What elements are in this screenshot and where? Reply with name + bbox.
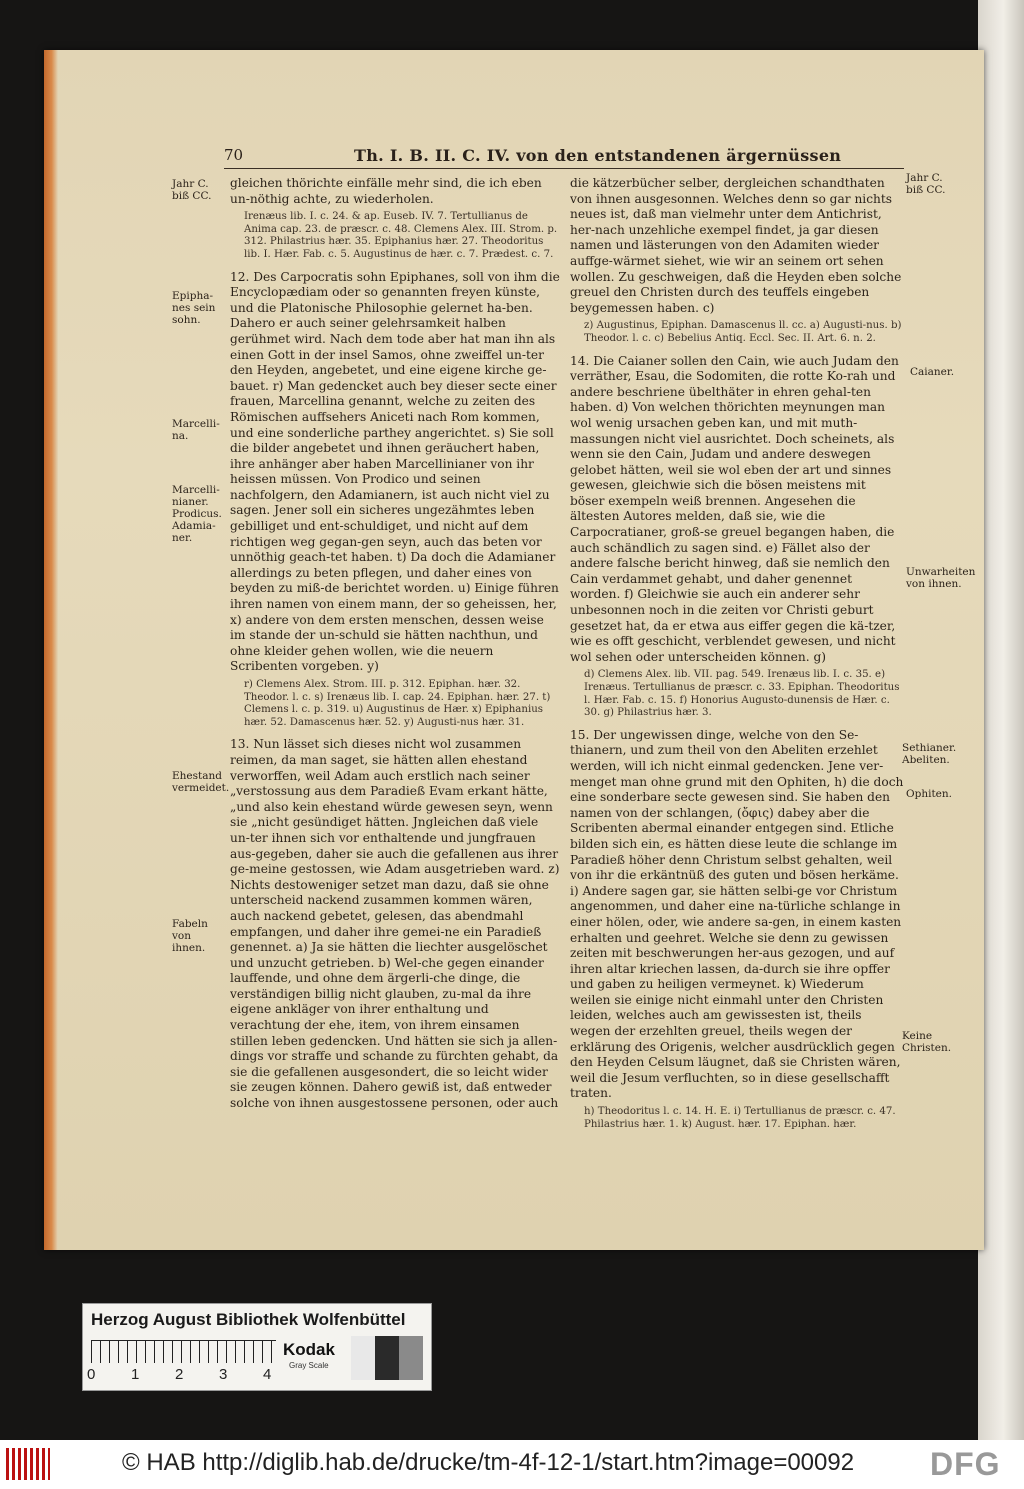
gray-swatch <box>351 1336 375 1380</box>
margin-note-left: Marcelli-na. <box>172 418 220 442</box>
paragraph: 13. Nun lässet sich dieses nicht wol zusammen reimen, da man saget, sie hätten allen ehestand verworffen, weil Adam auch erstlich nach seiner „verstossung aus dem Paradieß Evam erkant hätte, „und also kein ehestand würde gewesen seyn, wenn sie „nicht gesündiget hätten. Jngleichen daß viele un-ter ihnen sich vor enthaltende und jungfrauen aus-gegeben, daher sie auch die gefallenen aus ihrer ge-meine gestossen, wie Adam ausgetrieben ward. z) Nichts destoweniger setzet man dazu, daß sie ohne unterscheid nackend zusammen kommen wären, auch nackend gebetet, gelesen, das abendmahl empfangen, und daher ihre gemei-ne ein Paradieß genennet. a) Ja sie hätten die liechter ausgelöschet und unzucht getrieben. b) Wel-che gegen einander lauffende, und ohne dem ärgerli-che dinge, die verständigen billig nicht glauben, zu-mal da ihre eigene ankläger von ihrer enthaltung und verachtung der ehe, item, von ihrem einsamen stillen leben gedencken. Und hätten sie sich ja allen-dings vor straffe und schande zu fürchten gehabt, da sie die gefallenen ausgesondert, die so leicht wider sie zeugen können. Dahero gewiß ist, daß entweder solche von ihnen ausgestossene personen, oder auch <box>230 737 560 1111</box>
footer-credit[interactable]: © HAB http://diglib.hab.de/drucke/tm-4f-12-1/start.htm?image=00092 <box>122 1449 855 1476</box>
margin-note-right: Ophiten. <box>906 788 952 800</box>
ruler-tick: 0 <box>87 1366 96 1383</box>
running-title: Th. I. B. II. C. IV. von den entstandenen ärgernüssen <box>354 146 842 165</box>
footer-bar <box>0 1440 1024 1489</box>
text-column-left <box>230 176 560 1191</box>
margin-note-right: Jahr C. biß CC. <box>906 172 946 196</box>
library-name: Herzog August Bibliothek Wolfenbüttel <box>91 1310 406 1329</box>
paragraph: 12. Des Carpocratis sohn Epiphanes, soll von ihm die Encyclopædiam oder so genannten freyen künste, und die Platonische Philosophie gelernet ha-ben. Dahero er auch seiner gelehrsamkeit halben gerühmet wird. Nach dem tode aber hat man ihn als einen Gott in der insel Samos, ohne zweiffel un-ter den Heyden, angebetet, und eine eigene kirche ge-bauet. r) Man gedencket auch bey dieser secte einer frauen, Marcellina genannt, welche zu zeiten des Römischen auffsehers Aniceti nach Rom kommen, und eine sonderliche parthey angerichtet. s) Sie soll die bilder angebetet und ihnen geräuchert haben, ihre anhänger aber haben Marcellinianer von ihr heissen müssen. Von Prodico und seinen nachfolgern, den Adamianern, ist auch nicht viel zu sagen. Jener soll ein sicheres ungezähmtes leben gebilliget und ent-schuldiget, und nicht auf dem richtigen weg gegan-gen seyn, auch das beten vor unnöthig geach-tet haben. t) Da doch die Adamianer allerdings zu beten pflegen, und daher eines von beyden zu miß-de berichtet worden. u) Einige führen ihren namen von einem mann, der so geheissen, her, x) andere von dem ersten menschen, dessen weise im stande der un-schuld sie hätten nachthun, und ohne kleider gehen wollen, wie die neuern Scribenten vorgeben. y) <box>230 269 560 674</box>
margin-note-right: Caianer. <box>910 366 955 378</box>
paragraph: 14. Die Caianer sollen den Cain, wie auch Judam den verräther, Esau, die Sodomiten, die rotte Ko-rah und andere beschriene übelthäter in ehren gehal-ten haben. d) Von welchen thörichten meynungen man wol wenig ursachen geben kan, und mit muth-massungen nicht viel ausrichtet. Doch scheinets, als wenn sie den Cain, Judam und andere deswegen gelobet hätten, weil sie wol eben der art und sinnes gewesen, gleichwie sich die bösen meistens mit böser exempeln weiß brennen. Angesehen die ältesten Autores melden, daß sie, wie die Carpocratianer, groß-se greuel begangen haben, die auch schändlich zu sagen sind. e) Fället also der andere falsche bericht hinweg, daß sie nemlich den Cain verdammet gehabt, und daher genennet worden. f) Gleichwie sie auch ein anderer sehr unbesonnen noch in die zeiten vor Christi geburt gesetzet hat, da er etwa aus eiffer gegen die kä-tzer, wie es offt geschicht, verblendet gewesen, und nicht wol sehen oder unterscheiden können. g) <box>570 353 899 664</box>
margin-note-left: Fabeln von ihnen. <box>172 918 208 954</box>
ruler-numbers <box>87 1366 307 1383</box>
footnote: Irenæus lib. I. c. 24. & ap. Eusеb. IV. 7. Tertullianus de Anima cap. 23. de præscr. c. 48. Clemens Alex. III. Strom. p. 312. Philastrius hær. 35. Epiphanius hær. 27. Theodoritus lib. I. Hær. Fab. c. 5. Augustinus de hær. c. 7. Prædest. c. 7. <box>244 211 558 260</box>
margin-note-right: Unwarheiten von ihnen. <box>906 566 976 590</box>
paragraph: die kätzerbücher selber, dergleichen schandthaten von ihnen ausgesonnen. Welches denn so gar nichts neues ist, daß man vielmehr unter dem Antichrist, her-nach unzehliche exempel findet, ja gar diesen namen und lästerungen von den Adamiten wieder auffge-wärmet siehet, wie wir an seinem ort sehen wollen. Zu geschweigen, daß die Heyden eben solche greuel den Christen durch des teuffels eingeben beygemessen haben. c) <box>570 176 902 315</box>
facing-page-edge <box>978 0 1024 1440</box>
margin-note-left: Epipha-nes sein sohn. <box>172 290 216 326</box>
dfg-logo: DFG <box>930 1446 1001 1482</box>
margin-note-left: Marcelli-nianer. Prodicus. Adamia-ner. <box>172 484 222 544</box>
color-scale-card <box>82 1303 432 1391</box>
gray-swatch <box>399 1336 423 1380</box>
running-header <box>224 146 994 170</box>
paragraph: gleichen thörichte einfälle mehr sind, die ich eben un-nöthig achte, zu wiederholen. <box>230 176 542 206</box>
text-column-right <box>570 176 904 1191</box>
paragraph: 15. Der ungewissen dinge, welche von den Se-thianern, und zum theil von den Abeliten erzehlet werden, will ich nicht einmal gedencken. Jene ver-menget man ohne grund mit den Ophiten, h) die doch eine sonderbare secte gewesen sind. Sie haben den namen von der schlangen, (ὄφις) dabey aber die Scribenten abermal einander entgegen sind. Etliche bilden sich ein, es hätten diese leute die schlange im Paradieß höher denn Christum selbst gehalten, weil von ihr die erkäntnüß des guten und bösen herkäme. i) Andere sagen gar, sie hätten selbi-ge vor Christum angenommen, und daher eine na-türliche schlange in einer hölen, oder, wie andere sa-gen, in einem kasten erhalten und geehret. Welche sie denn zu gewissen zeiten mit beschwerungen her-aus gezogen, und auf ihren altar kriechen lassen, da-durch sie ihre opffer und gaben zu heiligen vermeynet. k) Wiederum weilen sie einige nicht einmahl unter den Christen leiden, welches auch am gewissesten ist, theils wegen der erzehlten greuel, theils wegen der erklärung des Origenis, welcher ausdrücklich gegen den Heyden Celsum läugnet, daß sie Christen wären, weil die Jesum verfluchten, so in diese gesellschafft traten. <box>570 727 904 1101</box>
ruler <box>91 1340 276 1363</box>
ruler-tick: 4 <box>263 1366 272 1383</box>
gray-swatch <box>375 1336 399 1380</box>
ruler-tick: 3 <box>219 1366 228 1383</box>
margin-note-left: Ehestand vermeidet. <box>172 770 230 794</box>
footnote: z) Augustinus, Epiphan. Damascenus ll. cc. a) Augusti-nus. b) Theodor. l. c. c) Bebelius Antiq. Eccl. Sec. II. Art. 6. n. 2. <box>584 320 902 344</box>
hab-logo-icon <box>6 1448 50 1480</box>
page-number: 70 <box>224 146 244 164</box>
ruler-tick: 1 <box>131 1366 140 1383</box>
header-rule <box>224 168 904 169</box>
footnote: r) Clemens Alex. Strom. III. p. 312. Epiphan. hær. 32. Theodor. l. c. s) Irenæus lib. I. cap. 24. Epiphan. hær. 27. t) Clemens l. c. p. 319. u) Augustinus de Hær. x) Epiphanius hær. 52. Damascenus hær. 52. y) Augusti-nus hær. 31. <box>244 679 551 728</box>
ruler-tick: 2 <box>175 1366 184 1383</box>
gray-scale-label: Gray Scale <box>289 1361 329 1370</box>
margin-note-right: Sethianer. Abeliten. <box>902 742 957 766</box>
margin-note-left: Jahr C. biß CC. <box>172 178 212 202</box>
footnote: h) Theodoritus l. c. 14. H. E. i) Tertullianus de præscr. c. 47. Philastrius hær. 1. k) August. hær. 17. Epiphan. hær. <box>584 1106 896 1130</box>
page-fore-edge <box>44 50 58 1250</box>
footnote: d) Clemens Alex. lib. VII. pag. 549. Irenæus lib. I. c. 35. e) Irenæus. Tertullianus de præscr. c. 33. Epiphan. Theodoritus l. Hær. Fab. c. 15. f) Honorius Augusto-dunensis de Hær. c. 30. g) Philastrius hær. 3. <box>584 669 900 719</box>
margin-note-right: Keine Christen. <box>902 1030 952 1054</box>
kodak-logo: Kodak <box>283 1340 335 1359</box>
